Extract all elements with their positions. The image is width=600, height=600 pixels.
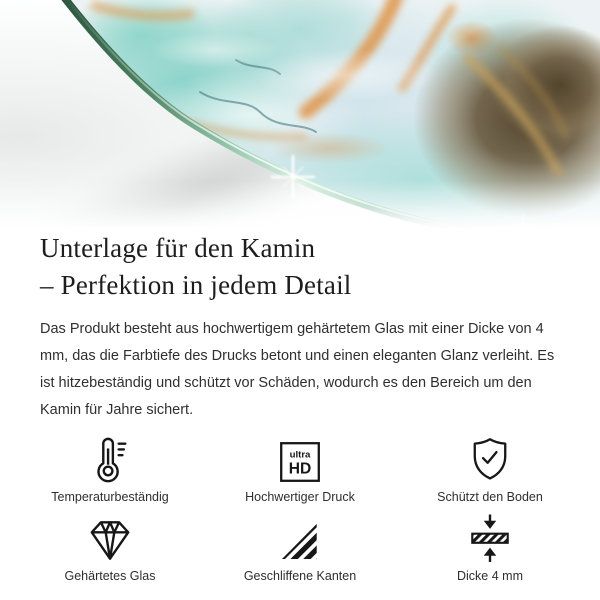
feature-label: Geschliffene Kanten (243, 569, 357, 583)
product-hero-image (0, 0, 600, 228)
feature-protects-floor (395, 436, 585, 505)
feature-high-quality-print (205, 436, 395, 505)
feature-tempered-glass (15, 515, 205, 584)
svg-text:ultra: ultra (289, 449, 311, 461)
page-title-line2: – Perfektion in jedem Detail (40, 270, 352, 300)
page-title-line1: Unterlage für den Kamin (40, 233, 316, 263)
thermometer-icon (87, 436, 133, 484)
glass-disc-artwork (0, 0, 600, 228)
feature-label: Dicke 4 mm (457, 569, 523, 583)
svg-text:HD: HD (288, 460, 312, 478)
feature-label: Gehärtetes Glas (64, 569, 156, 583)
diamond-icon (82, 515, 138, 563)
thickness-icon (467, 515, 513, 563)
feature-label: Temperaturbeständig (51, 490, 169, 504)
feature-label: Hochwertiger Druck (245, 490, 355, 504)
polished-edges-icon (276, 515, 324, 563)
product-description-text: Das Produkt besteht aus hochwertigem gehärtetem Glas mit einer Dicke von 4 mm, das die Farbtiefe des Drucks betont und einen eleganten Glanz verleiht. Es ist hitzebeständig und schützt vor Schäden, wodurch es den Bereich um den Kamin für Jahre sichert. (40, 321, 555, 418)
shield-check-icon (467, 436, 513, 484)
feature-thickness (395, 515, 585, 584)
feature-polished-edges (205, 515, 395, 584)
ultra-hd-icon (278, 436, 322, 484)
feature-grid (15, 436, 585, 584)
feature-temperature-resistant (15, 436, 205, 505)
page-title (40, 230, 560, 304)
feature-label: Schützt den Boden (437, 490, 543, 504)
